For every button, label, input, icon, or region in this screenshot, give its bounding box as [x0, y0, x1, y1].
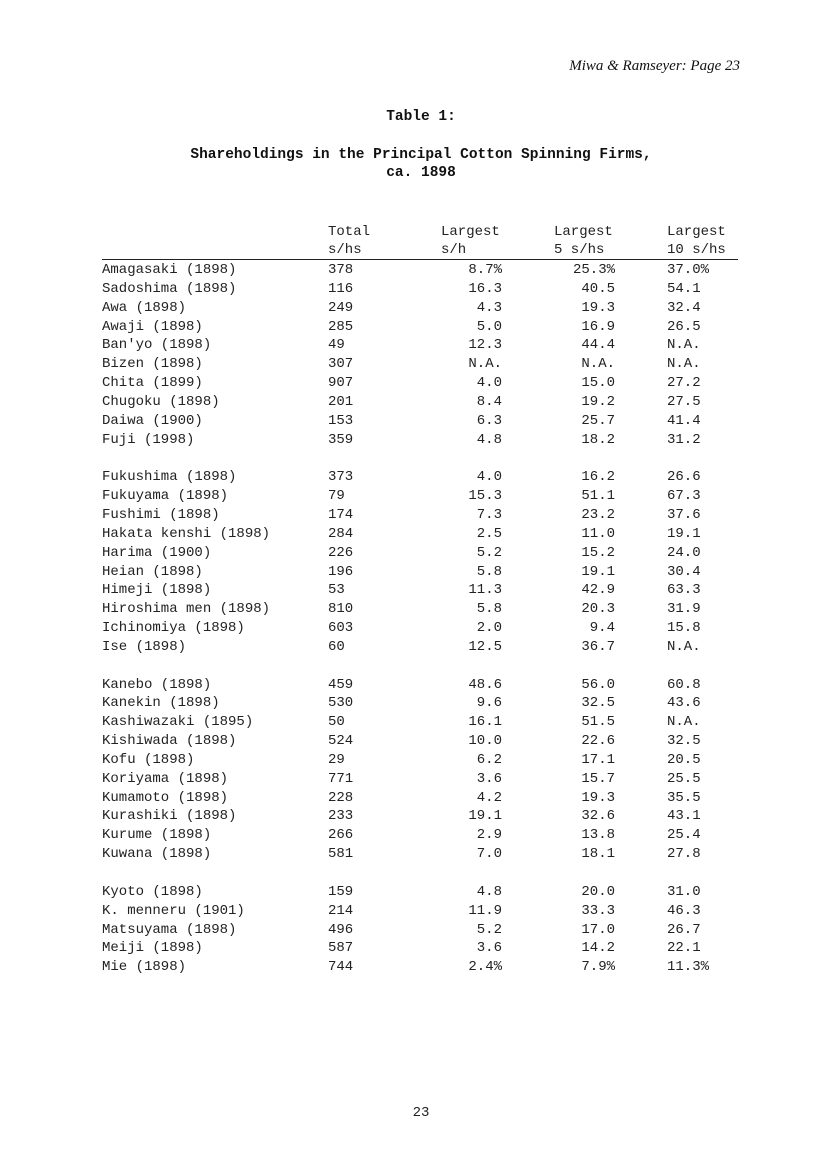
- table-label: Table 1:: [386, 109, 456, 125]
- largest-shareholder-cell: 2.4%: [468, 959, 502, 976]
- largest-shareholder-cell: 5.0: [476, 318, 502, 335]
- largest-10-shareholders-cell: N.A.: [667, 337, 701, 354]
- firm-name-cell: Ban'yo (1898): [102, 337, 212, 354]
- largest-5-shareholders-cell: 40.5: [581, 280, 615, 297]
- largest-5-shareholders-cell: 19.3: [581, 789, 615, 806]
- largest-shareholder-cell: 3.6: [476, 940, 502, 957]
- largest-5-shareholders-cell: 16.9: [581, 318, 615, 335]
- largest-10-shareholders-cell: 27.5: [667, 393, 701, 410]
- firm-name-cell: Ise (1898): [102, 638, 187, 655]
- total-shareholders-cell: 249: [328, 299, 354, 316]
- largest-shareholder-cell: 11.9: [468, 902, 502, 919]
- largest-5-shareholders-cell: 16.2: [581, 469, 615, 486]
- column-header-line-2: s/hs: [328, 242, 362, 258]
- total-shareholders-cell: 29: [328, 751, 345, 768]
- firm-name-cell: Amagasaki (1898): [102, 262, 237, 278]
- table-title-line-2: ca. 1898: [386, 165, 456, 181]
- largest-5-shareholders-cell: 15.0: [581, 375, 615, 392]
- largest-5-shareholders-cell: 11.0: [581, 525, 615, 542]
- largest-5-shareholders-cell: 19.3: [581, 299, 615, 316]
- total-shareholders-cell: 266: [328, 827, 354, 844]
- largest-5-shareholders-cell: 20.0: [581, 883, 615, 900]
- firm-name-cell: Bizen (1898): [102, 356, 203, 373]
- largest-5-shareholders-cell: 13.8: [581, 827, 615, 844]
- largest-10-shareholders-cell: 35.5: [667, 789, 701, 806]
- total-shareholders-cell: 378: [328, 262, 354, 278]
- total-shareholders-cell: 201: [328, 393, 354, 410]
- largest-5-shareholders-cell: 9.4: [589, 620, 615, 637]
- total-shareholders-cell: 60: [328, 638, 345, 655]
- total-shareholders-cell: 373: [328, 469, 354, 486]
- largest-5-shareholders-cell: 15.7: [581, 770, 615, 787]
- largest-5-shareholders-cell: 14.2: [581, 940, 615, 957]
- table-title-line-1: Shareholdings in the Principal Cotton Spinning Firms,: [190, 147, 652, 163]
- largest-10-shareholders-cell: 43.6: [667, 695, 701, 712]
- largest-10-shareholders-cell: 22.1: [667, 940, 701, 957]
- table-row: [0, 807, 826, 826]
- largest-5-shareholders-cell: 7.9%: [581, 959, 615, 976]
- table-row: [0, 280, 826, 299]
- firm-name-cell: Sadoshima (1898): [102, 280, 237, 297]
- largest-5-shareholders-cell: 36.7: [581, 638, 615, 655]
- total-shareholders-cell: 359: [328, 431, 354, 448]
- table-row: [0, 563, 826, 582]
- column-header-line-1: Largest: [441, 224, 500, 240]
- table-row: [0, 789, 826, 808]
- largest-5-shareholders-cell: 17.1: [581, 751, 615, 768]
- largest-shareholder-cell: 2.0: [476, 620, 502, 637]
- largest-shareholder-cell: N.A.: [468, 356, 502, 373]
- column-header-total: [328, 223, 370, 259]
- largest-shareholder-cell: 48.6: [468, 676, 502, 693]
- total-shareholders-cell: 603: [328, 620, 354, 637]
- largest-5-shareholders-cell: N.A.: [581, 356, 615, 373]
- largest-shareholder-cell: 4.8: [476, 431, 502, 448]
- largest-shareholder-cell: 5.8: [476, 563, 502, 580]
- largest-shareholder-cell: 6.2: [476, 751, 502, 768]
- largest-shareholder-cell: 2.9: [476, 827, 502, 844]
- total-shareholders-cell: 233: [328, 808, 354, 825]
- table-row: [0, 845, 826, 864]
- largest-shareholder-cell: 6.3: [476, 412, 502, 429]
- largest-shareholder-cell: 5.2: [476, 544, 502, 561]
- total-shareholders-cell: 581: [328, 846, 354, 863]
- total-shareholders-cell: 307: [328, 356, 354, 373]
- largest-10-shareholders-cell: 31.2: [667, 431, 701, 448]
- largest-10-shareholders-cell: 31.9: [667, 601, 701, 618]
- largest-5-shareholders-cell: 32.5: [581, 695, 615, 712]
- largest-shareholder-cell: 4.2: [476, 789, 502, 806]
- largest-5-shareholders-cell: 51.1: [581, 488, 615, 505]
- table-row: [0, 431, 826, 450]
- running-header: Miwa & Ramseyer: Page 23: [569, 58, 740, 74]
- total-shareholders-cell: 116: [328, 280, 354, 297]
- largest-shareholder-cell: 8.7%: [468, 262, 502, 278]
- largest-10-shareholders-cell: 24.0: [667, 544, 701, 561]
- table-row: [0, 374, 826, 393]
- firm-name-cell: Ichinomiya (1898): [102, 620, 245, 637]
- largest-10-shareholders-cell: 20.5: [667, 751, 701, 768]
- largest-10-shareholders-cell: 11.3%: [667, 959, 710, 976]
- firm-name-cell: Kyoto (1898): [102, 883, 203, 900]
- firm-name-cell: Kurume (1898): [102, 827, 212, 844]
- largest-5-shareholders-cell: 19.1: [581, 563, 615, 580]
- total-shareholders-cell: 284: [328, 525, 354, 542]
- total-shareholders-cell: 744: [328, 959, 354, 976]
- largest-10-shareholders-cell: N.A.: [667, 714, 701, 731]
- page-number: 23: [412, 1105, 430, 1121]
- total-shareholders-cell: 153: [328, 412, 354, 429]
- largest-shareholder-cell: 11.3: [468, 582, 502, 599]
- table-row: [0, 770, 826, 789]
- largest-shareholder-cell: 5.2: [476, 921, 502, 938]
- largest-10-shareholders-cell: 30.4: [667, 563, 701, 580]
- largest-5-shareholders-cell: 18.2: [581, 431, 615, 448]
- largest-10-shareholders-cell: 15.8: [667, 620, 701, 637]
- largest-10-shareholders-cell: 26.5: [667, 318, 701, 335]
- total-shareholders-cell: 496: [328, 921, 354, 938]
- column-header-largest-10: [667, 223, 726, 259]
- firm-name-cell: Chugoku (1898): [102, 393, 220, 410]
- largest-shareholder-cell: 19.1: [468, 808, 502, 825]
- firm-name-cell: Harima (1900): [102, 544, 212, 561]
- firm-name-cell: Hiroshima men (1898): [102, 601, 271, 618]
- column-header-largest-1: [441, 223, 500, 259]
- largest-shareholder-cell: 16.3: [468, 280, 502, 297]
- largest-10-shareholders-cell: 60.8: [667, 676, 701, 693]
- table-row: [0, 902, 826, 921]
- largest-shareholder-cell: 4.8: [476, 883, 502, 900]
- firm-name-cell: Awa (1898): [102, 299, 187, 316]
- largest-5-shareholders-cell: 20.3: [581, 601, 615, 618]
- total-shareholders-cell: 174: [328, 506, 354, 523]
- column-header-line-2: 10 s/hs: [667, 242, 726, 258]
- largest-10-shareholders-cell: 37.6: [667, 506, 701, 523]
- largest-shareholder-cell: 16.1: [468, 714, 502, 731]
- largest-shareholder-cell: 15.3: [468, 488, 502, 505]
- largest-10-shareholders-cell: 32.5: [667, 733, 701, 750]
- firm-name-cell: Kofu (1898): [102, 751, 195, 768]
- firm-name-cell: Mie (1898): [102, 959, 187, 976]
- largest-5-shareholders-cell: 25.7: [581, 412, 615, 429]
- largest-10-shareholders-cell: 43.1: [667, 808, 701, 825]
- largest-shareholder-cell: 2.5: [476, 525, 502, 542]
- largest-shareholder-cell: 4.3: [476, 299, 502, 316]
- firm-name-cell: Kuwana (1898): [102, 846, 212, 863]
- largest-5-shareholders-cell: 44.4: [581, 337, 615, 354]
- total-shareholders-cell: 53: [328, 582, 345, 599]
- table-row: [0, 600, 826, 619]
- total-shareholders-cell: 49: [328, 337, 345, 354]
- total-shareholders-cell: 159: [328, 883, 354, 900]
- table-row: [0, 355, 826, 374]
- largest-10-shareholders-cell: 26.6: [667, 469, 701, 486]
- total-shareholders-cell: 771: [328, 770, 354, 787]
- largest-5-shareholders-cell: 17.0: [581, 921, 615, 938]
- firm-name-cell: Daiwa (1900): [102, 412, 203, 429]
- largest-shareholder-cell: 10.0: [468, 733, 502, 750]
- firm-name-cell: Kurashiki (1898): [102, 808, 237, 825]
- largest-10-shareholders-cell: 32.4: [667, 299, 701, 316]
- firm-name-cell: Fushimi (1898): [102, 506, 220, 523]
- firm-name-cell: Kanekin (1898): [102, 695, 220, 712]
- column-header-line-2: 5 s/hs: [554, 242, 605, 258]
- largest-shareholder-cell: 7.0: [476, 846, 502, 863]
- largest-5-shareholders-cell: 56.0: [581, 676, 615, 693]
- table-row: [0, 393, 826, 412]
- column-header-line-1: Largest: [667, 224, 726, 240]
- total-shareholders-cell: 214: [328, 902, 354, 919]
- total-shareholders-cell: 810: [328, 601, 354, 618]
- table-row: [0, 751, 826, 770]
- firm-name-cell: Himeji (1898): [102, 582, 212, 599]
- largest-5-shareholders-cell: 32.6: [581, 808, 615, 825]
- column-header-line-1: Total: [328, 224, 371, 240]
- table-row: [0, 921, 826, 940]
- total-shareholders-cell: 587: [328, 940, 354, 957]
- total-shareholders-cell: 79: [328, 488, 345, 505]
- largest-5-shareholders-cell: 25.3%: [572, 262, 615, 278]
- table-row: [0, 525, 826, 544]
- largest-10-shareholders-cell: N.A.: [667, 356, 701, 373]
- firm-name-cell: Matsuyama (1898): [102, 921, 237, 938]
- firm-name-cell: Chita (1899): [102, 375, 203, 392]
- table-row: [0, 299, 826, 318]
- firm-name-cell: Meiji (1898): [102, 940, 203, 957]
- largest-shareholder-cell: 4.0: [476, 469, 502, 486]
- largest-5-shareholders-cell: 19.2: [581, 393, 615, 410]
- table-row: [0, 958, 826, 977]
- total-shareholders-cell: 530: [328, 695, 354, 712]
- largest-5-shareholders-cell: 33.3: [581, 902, 615, 919]
- column-header-line-1: Largest: [554, 224, 613, 240]
- largest-5-shareholders-cell: 23.2: [581, 506, 615, 523]
- largest-shareholder-cell: 4.0: [476, 375, 502, 392]
- largest-shareholder-cell: 5.8: [476, 601, 502, 618]
- total-shareholders-cell: 524: [328, 733, 354, 750]
- table-row: [0, 619, 826, 638]
- table-row: [0, 676, 826, 695]
- largest-shareholder-cell: 7.3: [476, 506, 502, 523]
- total-shareholders-cell: 459: [328, 676, 354, 693]
- total-shareholders-cell: 285: [328, 318, 354, 335]
- table-row: [0, 713, 826, 732]
- table-row: [0, 883, 826, 902]
- largest-10-shareholders-cell: 27.2: [667, 375, 701, 392]
- firm-name-cell: Kashiwazaki (1895): [102, 714, 254, 731]
- table-row: [0, 261, 826, 280]
- largest-shareholder-cell: 9.6: [476, 695, 502, 712]
- largest-10-shareholders-cell: 63.3: [667, 582, 701, 599]
- firm-name-cell: K. menneru (1901): [102, 902, 245, 919]
- total-shareholders-cell: 907: [328, 375, 354, 392]
- largest-5-shareholders-cell: 51.5: [581, 714, 615, 731]
- firm-name-cell: Kanebo (1898): [102, 676, 212, 693]
- firm-name-cell: Heian (1898): [102, 563, 203, 580]
- table-row: [0, 468, 826, 487]
- table-row: [0, 544, 826, 563]
- largest-5-shareholders-cell: 42.9: [581, 582, 615, 599]
- total-shareholders-cell: 196: [328, 563, 354, 580]
- column-header-largest-5: [554, 223, 613, 259]
- largest-10-shareholders-cell: 26.7: [667, 921, 701, 938]
- table-row: [0, 732, 826, 751]
- largest-5-shareholders-cell: 15.2: [581, 544, 615, 561]
- largest-10-shareholders-cell: 54.1: [667, 280, 701, 297]
- table-row: [0, 638, 826, 657]
- table-row: [0, 826, 826, 845]
- largest-10-shareholders-cell: 25.5: [667, 770, 701, 787]
- header-rule: [102, 259, 738, 260]
- table-row: [0, 336, 826, 355]
- largest-10-shareholders-cell: 67.3: [667, 488, 701, 505]
- largest-shareholder-cell: 3.6: [476, 770, 502, 787]
- largest-10-shareholders-cell: 46.3: [667, 902, 701, 919]
- total-shareholders-cell: 226: [328, 544, 354, 561]
- firm-name-cell: Hakata kenshi (1898): [102, 525, 271, 542]
- largest-10-shareholders-cell: 19.1: [667, 525, 701, 542]
- table-row: [0, 581, 826, 600]
- firm-name-cell: Fuji (1998): [102, 431, 195, 448]
- largest-10-shareholders-cell: 25.4: [667, 827, 701, 844]
- largest-shareholder-cell: 12.5: [468, 638, 502, 655]
- largest-shareholder-cell: 12.3: [468, 337, 502, 354]
- largest-5-shareholders-cell: 18.1: [581, 846, 615, 863]
- largest-10-shareholders-cell: 31.0: [667, 883, 701, 900]
- table-row: [0, 487, 826, 506]
- firm-name-cell: Fukuyama (1898): [102, 488, 229, 505]
- shareholdings-table: [0, 261, 826, 977]
- largest-shareholder-cell: 8.4: [476, 393, 502, 410]
- total-shareholders-cell: 228: [328, 789, 354, 806]
- largest-10-shareholders-cell: 41.4: [667, 412, 701, 429]
- firm-name-cell: Awaji (1898): [102, 318, 203, 335]
- largest-10-shareholders-cell: 27.8: [667, 846, 701, 863]
- table-row: [0, 318, 826, 337]
- total-shareholders-cell: 50: [328, 714, 345, 731]
- column-header-line-2: s/h: [441, 242, 467, 258]
- firm-name-cell: Kishiwada (1898): [102, 733, 237, 750]
- firm-name-cell: Fukushima (1898): [102, 469, 237, 486]
- table-row: [0, 694, 826, 713]
- firm-name-cell: Koriyama (1898): [102, 770, 229, 787]
- largest-10-shareholders-cell: 37.0%: [667, 262, 710, 278]
- table-row: [0, 412, 826, 431]
- table-row: [0, 939, 826, 958]
- largest-10-shareholders-cell: N.A.: [667, 638, 701, 655]
- firm-name-cell: Kumamoto (1898): [102, 789, 229, 806]
- table-row: [0, 506, 826, 525]
- largest-5-shareholders-cell: 22.6: [581, 733, 615, 750]
